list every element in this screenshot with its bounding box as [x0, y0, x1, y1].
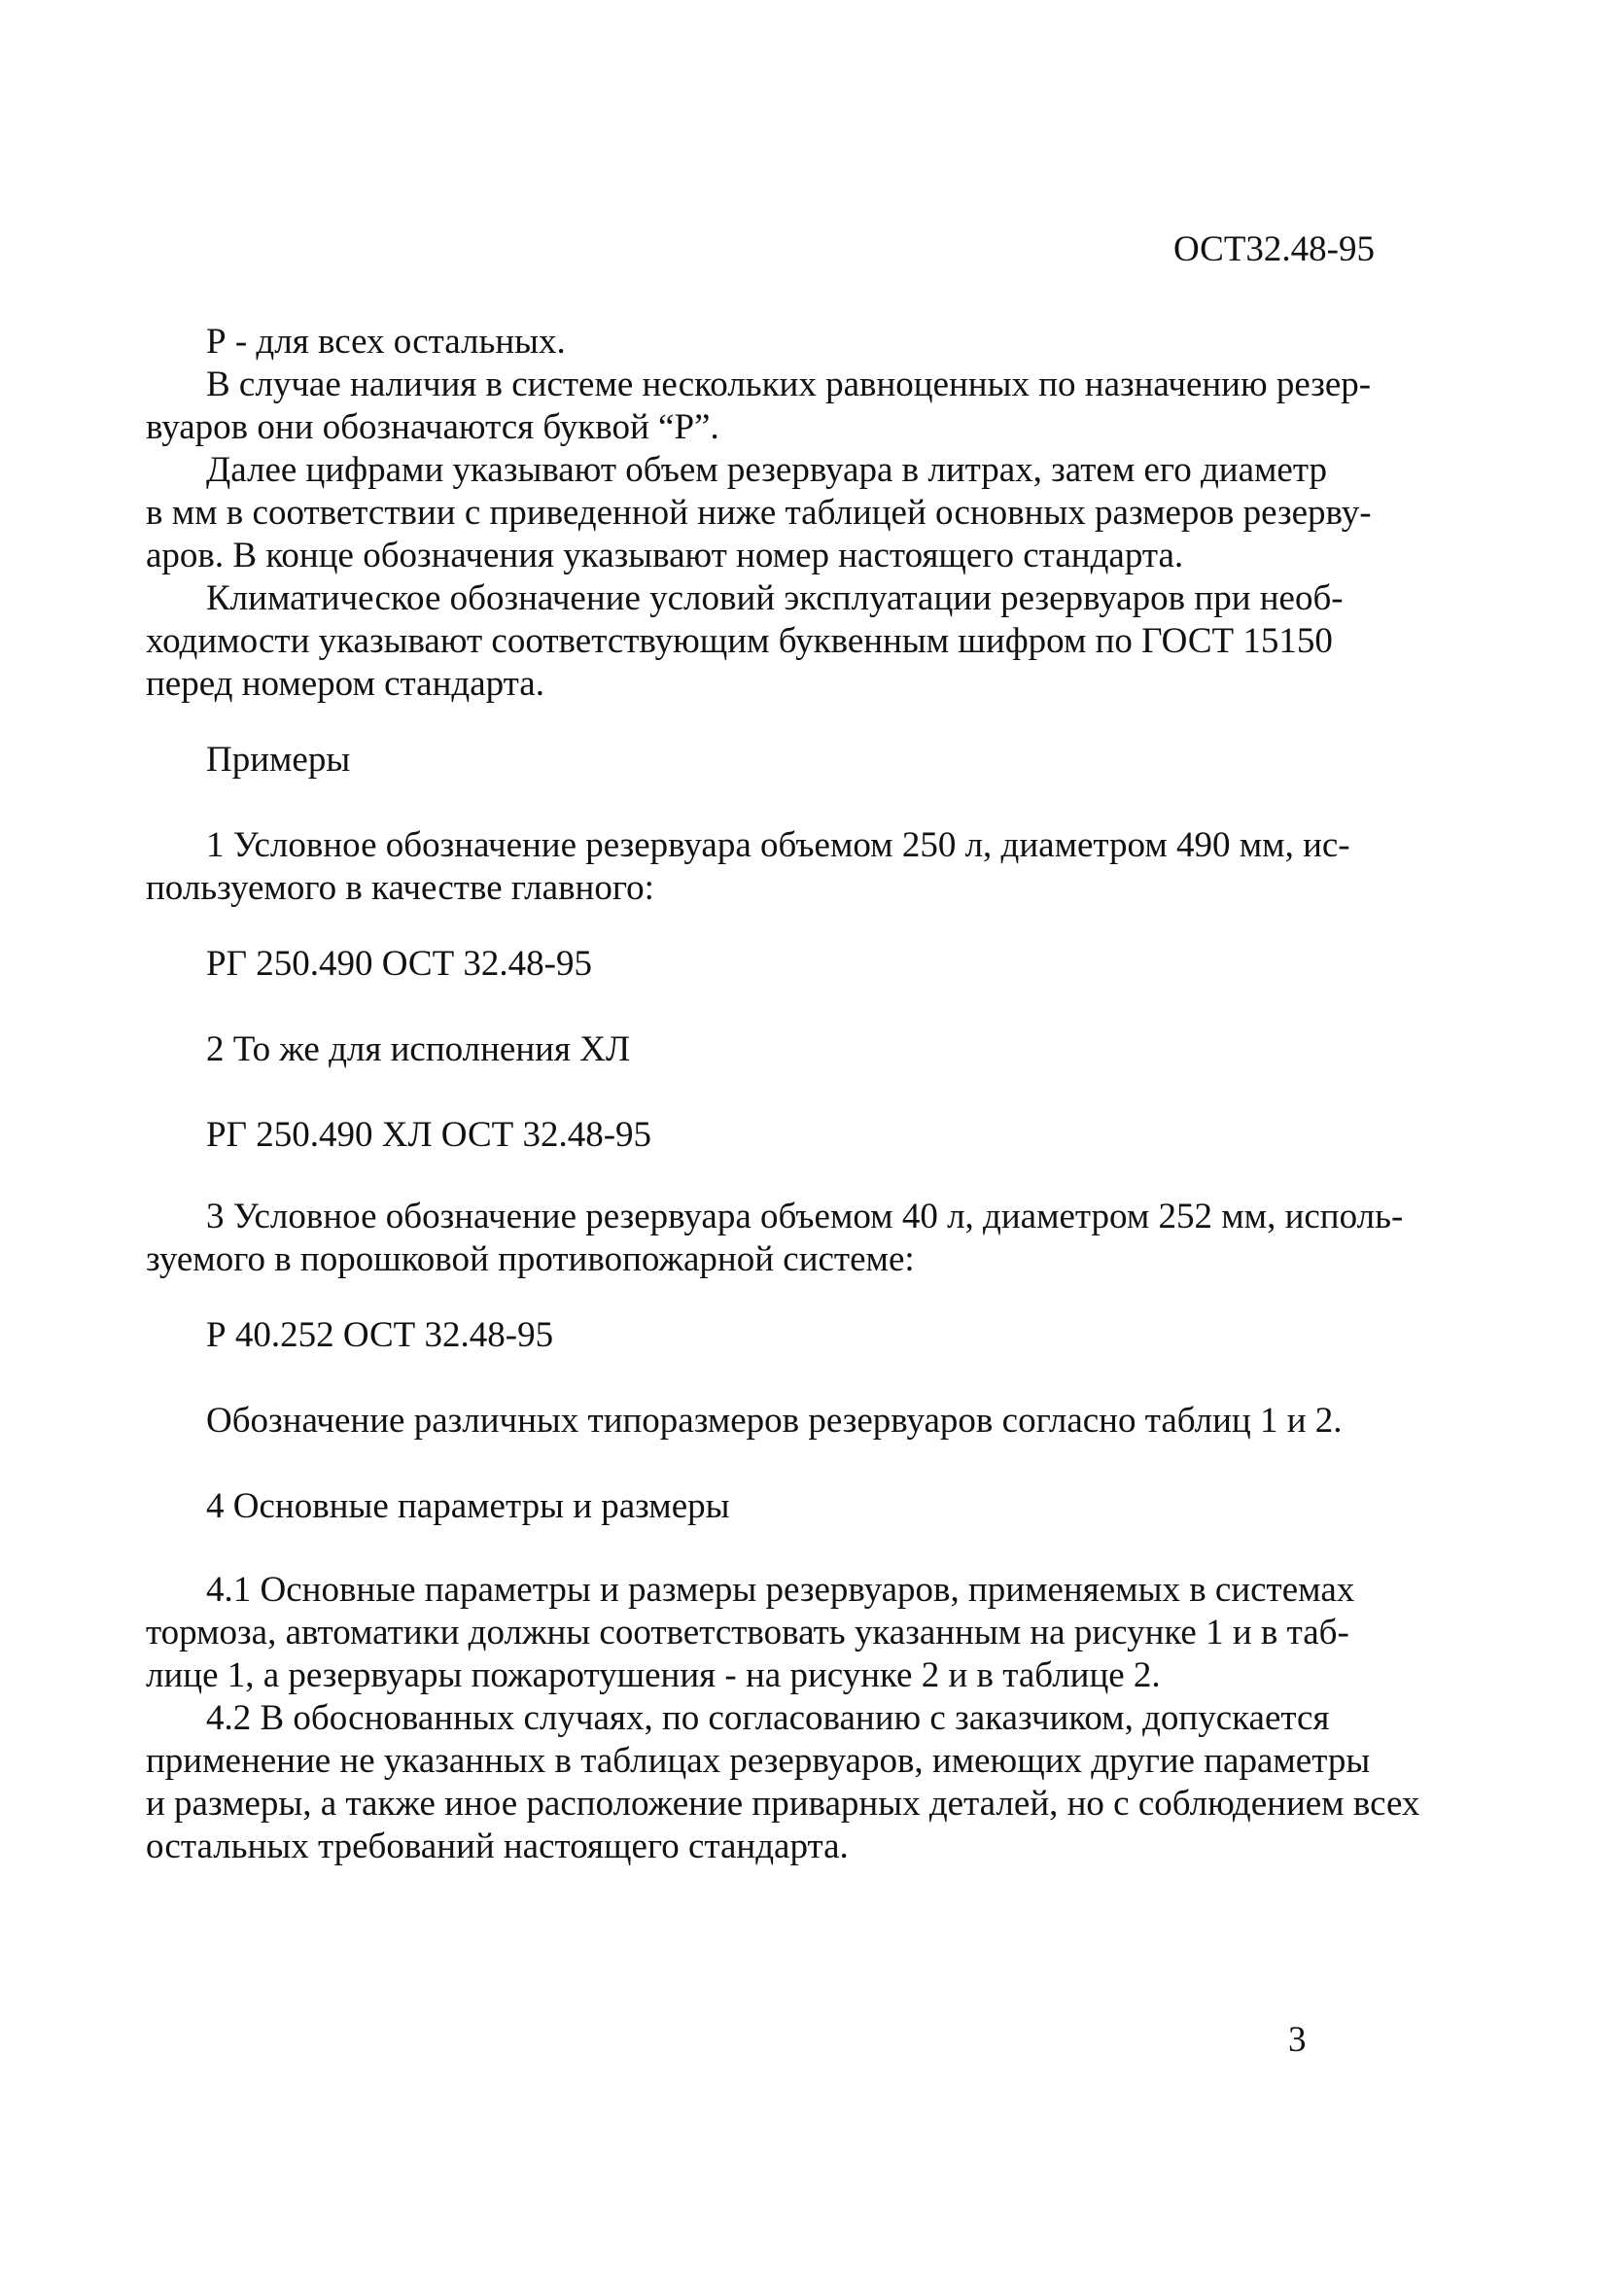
paragraph-4-2 [146, 1697, 1487, 1868]
text-line: зуемого в порошковой противопожарной системе: [146, 1239, 915, 1279]
text-line: В случае наличия в системе нескольких равноценных по назначению резер- [206, 365, 1372, 404]
text-line: 4.2 В обоснованных случаях, по согласованию с заказчиком, допускается [206, 1698, 1330, 1738]
text-line: и размеры, а также иное расположение приварных деталей, но с соблюдением всех [146, 1784, 1420, 1824]
text-line: 4.1 Основные параметры и размеры резервуаров, применяемых в системах [206, 1570, 1355, 1610]
paragraph-volume-diameter [146, 449, 1487, 577]
text-line: вуаров они обозначаются буквой “Р”. [146, 407, 719, 447]
sizes-note [146, 1400, 1487, 1443]
text-line: остальных требований настоящего стандарта. [146, 1826, 849, 1866]
document-code: ОСТ32.48-95 [1172, 229, 1375, 269]
example-3-code [146, 1314, 1487, 1357]
text-line: 1 Условное обозначение резервуара объемом 250 л, диаметром 490 мм, ис- [206, 825, 1350, 865]
text-line: Р - для всех остальных. [206, 322, 566, 362]
text-line: лице 1, а резервуары пожаротушения - на рисунке 2 и в таблице 2. [146, 1655, 1161, 1695]
example-2-code [146, 1114, 1487, 1157]
example-1-text [146, 824, 1487, 910]
text-line: в мм в соответствии с приведенной ниже таблицей основных размеров резерву- [146, 493, 1372, 533]
text-line: Климатическое обозначение условий эксплуатации резервуаров при необ- [206, 578, 1344, 618]
examples-heading [146, 739, 1487, 782]
example-2-text [146, 1028, 1487, 1071]
text-line: пользуемого в качестве главного: [146, 868, 654, 908]
section-4-heading [146, 1485, 1487, 1528]
designation-code: РГ 250.490 ОСТ 32.48-95 [206, 944, 592, 984]
text-line: 2 То же для исполнения ХЛ [206, 1029, 631, 1069]
paragraph-climate [146, 577, 1487, 706]
text-line: тормоза, автоматики должны соответствовать указанным на рисунке 1 и в таб- [146, 1613, 1349, 1652]
page-number: 3 [1288, 2020, 1307, 2060]
heading-text: Примеры [206, 740, 351, 780]
text-line: ходимости указывают соответствующим буквенным шифром по ГОСТ 15150 [146, 621, 1333, 661]
designation-code: Р 40.252 ОСТ 32.48-95 [206, 1315, 554, 1355]
paragraph-r-others [146, 321, 1487, 364]
example-1-code [146, 943, 1487, 986]
text-line: аров. В конце обозначения указывают номер настоящего стандарта. [146, 536, 1184, 575]
paragraph-4-1 [146, 1569, 1487, 1697]
text-line: применение не указанных в таблицах резервуаров, имеющих другие параметры [146, 1741, 1371, 1781]
paragraph-multiple-reservoirs [146, 364, 1487, 449]
example-3-text [146, 1196, 1487, 1281]
text-line: Далее цифрами указывают объем резервуара в литрах, затем его диаметр [206, 450, 1327, 490]
text-line: 3 Условное обозначение резервуара объемом 40 л, диаметром 252 мм, исполь- [206, 1197, 1404, 1236]
text-line: Обозначение различных типоразмеров резервуаров согласно таблиц 1 и 2. [206, 1401, 1343, 1441]
text-line: перед номером стандарта. [146, 664, 544, 704]
designation-code: РГ 250.490 ХЛ ОСТ 32.48-95 [206, 1115, 652, 1155]
heading-text: 4 Основные параметры и размеры [206, 1486, 730, 1526]
